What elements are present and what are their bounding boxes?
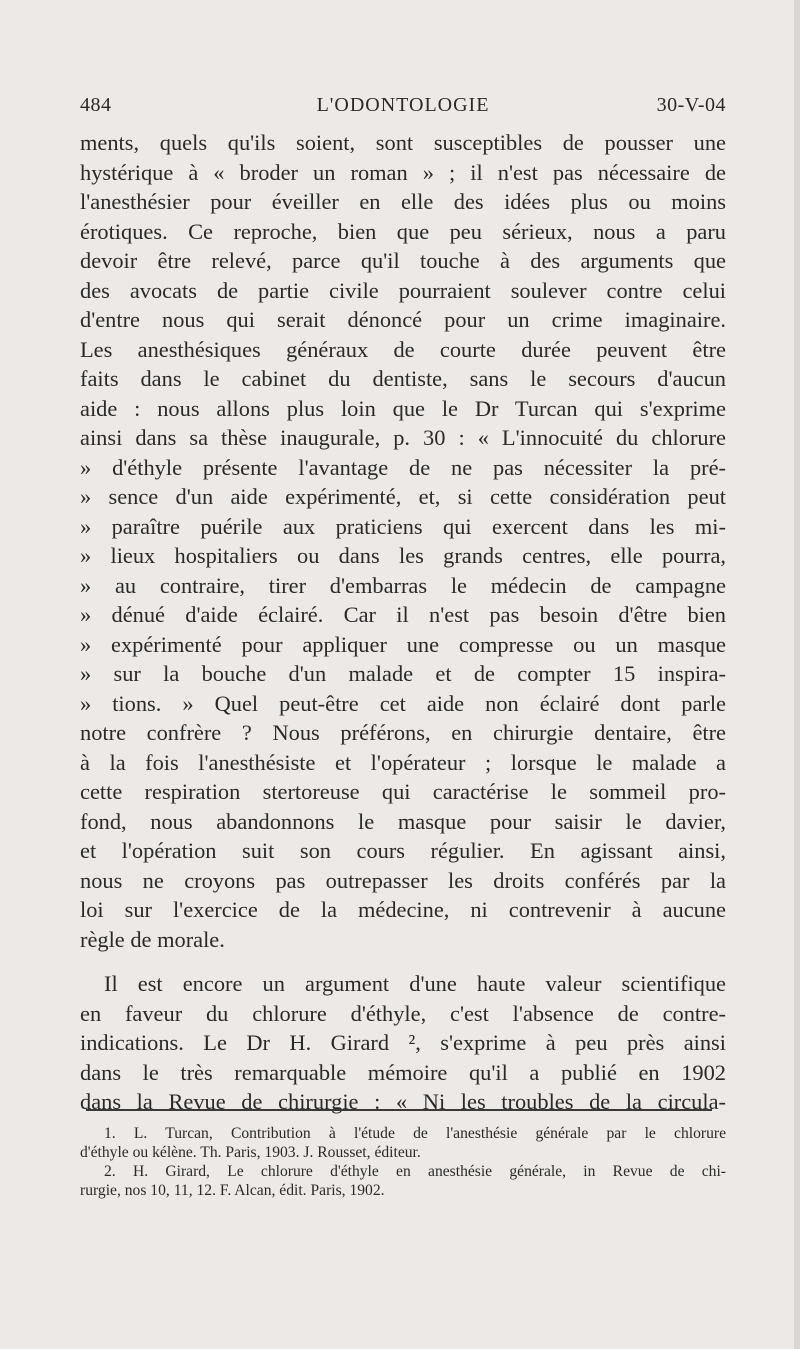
text-line: aide : nous allons plus loin que le Dr Turcan qui s'exprime — [80, 395, 726, 421]
text-line: nous ne croyons pas outrepasser les droits conférés par la — [80, 867, 726, 893]
page-number: 484 — [80, 94, 112, 116]
text-line: à la fois l'anesthésiste et l'opérateur ; lorsque le malade a — [80, 749, 726, 775]
text-line: faits dans le cabinet du dentiste, sans le secours d'aucun — [80, 366, 726, 391]
text-line: » lieux hospitaliers ou dans les grands centres, elle pourra, — [80, 543, 726, 568]
issue-date: 30-V-04 — [656, 94, 726, 116]
text-line: » sur la bouche d'un malade et de compter 15 inspira- — [80, 661, 726, 686]
text-line: » paraître puérile aux praticiens qui exercent dans les mi- — [80, 513, 726, 539]
footnotes — [80, 1124, 726, 1200]
text-line: Les anesthésiques généraux de courte durée peuvent être — [80, 336, 726, 362]
footnote-2-line: 2. H. Girard, Le chlorure d'éthyle en anesthésie générale, in Revue de chi- — [104, 1163, 726, 1180]
text-line: l'anesthésier pour éveiller en elle des idées plus ou moins — [80, 189, 726, 214]
text-line: » au contraire, tirer d'embarras le médecin de campagne — [80, 572, 726, 598]
text-line: en faveur du chlorure d'éthyle, c'est l'absence de contre- — [80, 1000, 726, 1026]
running-title: L'ODONTOLOGIE — [316, 94, 490, 116]
text-line: » tions. » Quel peut-être cet aide non éclairé dont parle — [80, 690, 726, 716]
text-line: et l'opération suit son cours régulier. En agissant ainsi, — [80, 838, 726, 863]
body-text — [80, 128, 726, 1117]
text-line: notre confrère ? Nous préférons, en chirurgie dentaire, être — [80, 720, 726, 745]
text-line: d'entre nous qui serait dénoncé pour un crime imaginaire. — [80, 307, 726, 332]
text-line: devoir être relevé, parce qu'il touche à des arguments que — [80, 248, 726, 273]
text-line: hystérique à « broder un roman » ; il n'est pas nécessaire de — [80, 159, 726, 185]
text-line: érotiques. Ce reproche, bien que peu sérieux, nous a paru — [80, 218, 726, 244]
footnote-rule — [86, 1109, 712, 1111]
paragraph-gap — [80, 954, 726, 969]
text-line: indications. Le Dr H. Girard ², s'exprime à peu près ainsi — [80, 1030, 726, 1055]
text-line: des avocats de partie civile pourraient soulever contre celui — [80, 277, 726, 303]
text-line: » dénué d'aide éclairé. Car il n'est pas besoin d'être bien — [80, 602, 726, 627]
text-line: » d'éthyle présente l'avantage de ne pas nécessiter la pré- — [80, 454, 726, 480]
text-line: règle de morale. — [80, 926, 225, 952]
running-header — [80, 94, 726, 124]
footnote-1-line: d'éthyle ou kélène. Th. Paris, 1903. J. Rousset, éditeur. — [80, 1144, 421, 1161]
text-line: dans le très remarquable mémoire qu'il a publié en 1902 — [80, 1059, 726, 1085]
paragraph-1 — [80, 128, 726, 954]
paragraph-2 — [80, 969, 726, 1117]
text-line: ainsi dans sa thèse inaugurale, p. 30 : « L'innocuité du chlorure — [80, 425, 726, 450]
text-line: » sence d'un aide expérimenté, et, si cette considération peut — [80, 484, 726, 509]
page-edge — [794, 0, 800, 1349]
footnote-2-line: rurgie, nos 10, 11, 12. F. Alcan, édit. Paris, 1902. — [80, 1182, 385, 1199]
text-line: ments, quels qu'ils soient, sont susceptibles de pousser une — [80, 130, 726, 155]
footnote-1-line: 1. L. Turcan, Contribution à l'étude de l'anesthésie générale par le chlorure — [104, 1125, 726, 1142]
text-line: Il est encore un argument d'une haute valeur scientifique — [104, 971, 726, 996]
text-line: fond, nous abandonnons le masque pour saisir le davier, — [80, 808, 726, 834]
text-line: cette respiration stertoreuse qui caractérise le sommeil pro- — [80, 779, 726, 804]
text-line: dans la Revue de chirurgie : « Ni les troubles de la circula- — [80, 1089, 726, 1114]
text-line: » expérimenté pour appliquer une compresse ou un masque — [80, 631, 726, 657]
text-line: loi sur l'exercice de la médecine, ni contrevenir à aucune — [80, 897, 726, 922]
